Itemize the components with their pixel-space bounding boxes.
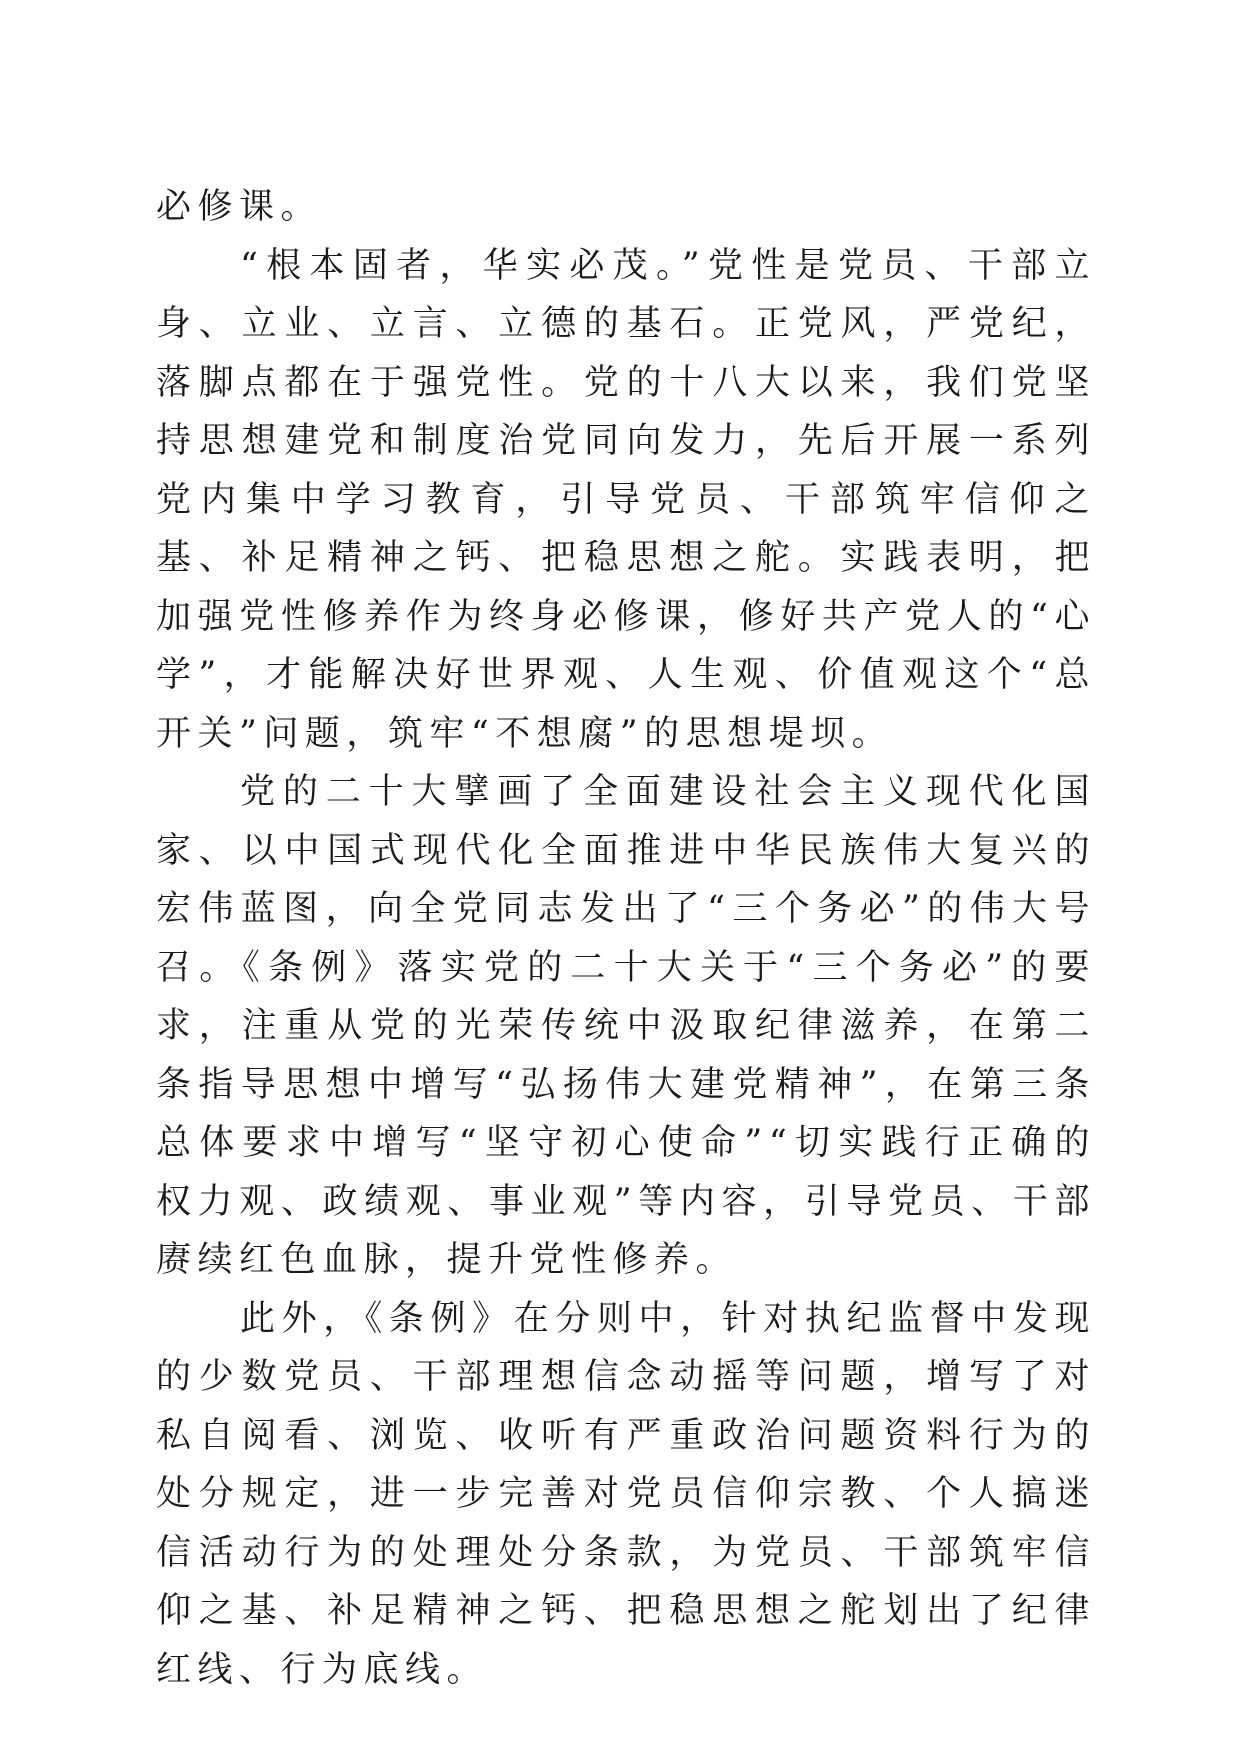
- paragraph-regulations: 此外，《条例》在分则中，针对执纪监督中发现的少数党员、干部理想信念动摇等问题，增写了对私自阅看、浏览、收听有严重政治问题资料行为的处分规定，进一步完善对党员信仰宗教、个人搞迷信活动行为的处理处分条款，为党员、干部筑牢信仰之基、补足精神之钙、把稳思想之舵划出了纪律红线、行为底线。: [156, 1298, 1096, 1690]
- paragraph-twentieth-congress: 党的二十大擘画了全面建设社会主义现代化国家、以中国式现代化全面推进中华民族伟大复兴的宏伟蓝图，向全党同志发出了“三个务必”的伟大号召。《条例》落实党的二十大关于“三个务必”的要求，注重从党的光荣传统中汲取纪律滋养，在第二条指导思想中增写“弘扬伟大建党精神”，在第三条总体要求中增写“坚守初心使命”“切实践行正确的权力观、政绩观、事业观”等内容，引导党员、干部赓续红色血脉，提升党性修养。: [156, 772, 1096, 1280]
- document-body: [156, 178, 1096, 1699]
- paragraph-continuation: 必修课。: [156, 187, 323, 227]
- paragraph-party-spirit: “根本固者，华实必茂。”党性是党员、干部立身、立业、立言、立德的基石。正党风，严党纪，落脚点都在于强党性。党的十八大以来，我们党坚持思想建党和制度治党同向发力，先后开展一系列党内集中学习教育，引导党员、干部筑牢信仰之基、补足精神之钙、把稳思想之舵。实践表明，把加强党性修养作为终身必修课，修好共产党人的“心学”，才能解决好世界观、人生观、价值观这个“总开关”问题，筑牢“不想腐”的思想堤坝。: [156, 245, 1096, 754]
